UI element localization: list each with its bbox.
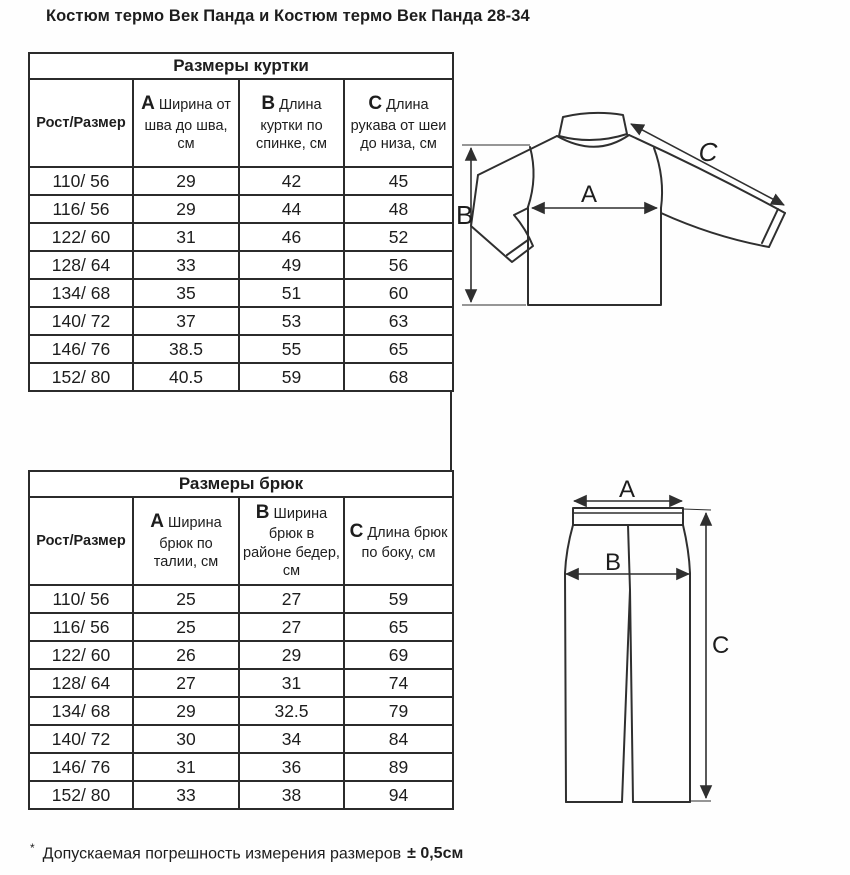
column-letter: B bbox=[261, 93, 276, 115]
jacket-diagram bbox=[456, 84, 848, 346]
value-cell-c: 63 bbox=[344, 307, 453, 335]
jacket-right-sleeve-bottom bbox=[661, 213, 769, 247]
table-connector-line bbox=[450, 391, 452, 472]
value-cell-a: 26 bbox=[133, 641, 239, 669]
column-label: Ширина брюк в районе бедер, см bbox=[243, 506, 340, 580]
value-cell-a: 40.5 bbox=[133, 363, 239, 391]
size-cell: 128/ 64 bbox=[29, 669, 133, 697]
jacket-column-header-a bbox=[133, 79, 239, 167]
pants-table-row bbox=[29, 585, 453, 613]
value-cell-b: 38 bbox=[239, 781, 344, 809]
value-cell-c: 52 bbox=[344, 223, 453, 251]
value-cell-a: 37 bbox=[133, 307, 239, 335]
jacket-dim-a-label: A bbox=[580, 181, 598, 208]
jacket-table-row bbox=[29, 251, 453, 279]
value-cell-b: 34 bbox=[239, 725, 344, 753]
pants-dim-a-label: A bbox=[618, 476, 636, 503]
value-cell-c: 65 bbox=[344, 613, 453, 641]
value-cell-c: 56 bbox=[344, 251, 453, 279]
footnote-marker: * bbox=[30, 841, 35, 855]
size-cell: 146/ 76 bbox=[29, 753, 133, 781]
size-cell: 110/ 56 bbox=[29, 167, 133, 195]
value-cell-a: 27 bbox=[133, 669, 239, 697]
value-cell-b: 44 bbox=[239, 195, 344, 223]
pants-column-header-c bbox=[344, 497, 453, 585]
jacket-title-row bbox=[29, 53, 453, 79]
value-cell-c: 60 bbox=[344, 279, 453, 307]
jacket-dim-b-label: B bbox=[456, 200, 474, 230]
pants-left-leg-outer bbox=[565, 525, 573, 802]
value-cell-a: 30 bbox=[133, 725, 239, 753]
jacket-left-shoulder bbox=[478, 136, 557, 175]
pants-table-row bbox=[29, 613, 453, 641]
column-letter: C bbox=[349, 520, 364, 542]
pants-dim-c-label: C bbox=[712, 632, 730, 659]
value-cell-a: 29 bbox=[133, 167, 239, 195]
pants-right-leg-outer bbox=[683, 525, 690, 802]
pants-diagram bbox=[533, 470, 850, 820]
value-cell-a: 38.5 bbox=[133, 335, 239, 363]
jacket-right-armhole bbox=[654, 148, 662, 208]
value-cell-c: 79 bbox=[344, 697, 453, 725]
size-cell: 122/ 60 bbox=[29, 641, 133, 669]
jacket-collar bbox=[559, 113, 627, 140]
jacket-column-header-c bbox=[344, 79, 453, 167]
pants-ext-top bbox=[683, 509, 711, 510]
jacket-torso bbox=[528, 207, 661, 305]
value-cell-b: 55 bbox=[239, 335, 344, 363]
size-cell: 152/ 80 bbox=[29, 363, 133, 391]
column-label: Ширина от шва до шва, см bbox=[144, 97, 231, 153]
value-cell-c: 74 bbox=[344, 669, 453, 697]
pants-table-row bbox=[29, 697, 453, 725]
size-cell: 116/ 56 bbox=[29, 195, 133, 223]
column-label: Длина куртки по спинке, см bbox=[255, 97, 328, 153]
value-cell-a: 35 bbox=[133, 279, 239, 307]
jacket-dim-c-label: C bbox=[698, 137, 718, 167]
pants-column-header-b bbox=[239, 497, 344, 585]
pants-table-title: Размеры брюк bbox=[29, 471, 453, 497]
footnote-text: Допускаемая погрешность измерения размеров bbox=[42, 845, 402, 863]
jacket-left-sleeve bbox=[471, 175, 533, 262]
column-letter: A bbox=[141, 93, 155, 115]
value-cell-a: 33 bbox=[133, 781, 239, 809]
value-cell-a: 31 bbox=[133, 753, 239, 781]
jacket-table-row bbox=[29, 363, 453, 391]
jacket-size-table bbox=[28, 52, 454, 392]
column-letter: A bbox=[150, 511, 165, 533]
size-cell: 122/ 60 bbox=[29, 223, 133, 251]
pants-header-row bbox=[29, 497, 453, 585]
column-letter: B bbox=[255, 502, 270, 524]
jacket-right-cuff bbox=[762, 209, 785, 247]
jacket-table-row bbox=[29, 335, 453, 363]
value-cell-b: 31 bbox=[239, 669, 344, 697]
value-cell-c: 84 bbox=[344, 725, 453, 753]
pants-table-row bbox=[29, 781, 453, 809]
size-cell: 128/ 64 bbox=[29, 251, 133, 279]
value-cell-b: 51 bbox=[239, 279, 344, 307]
value-cell-b: 59 bbox=[239, 363, 344, 391]
pants-row-header-cell: Рост/Размер bbox=[29, 497, 133, 585]
value-cell-c: 94 bbox=[344, 781, 453, 809]
size-cell: 140/ 72 bbox=[29, 725, 133, 753]
value-cell-b: 42 bbox=[239, 167, 344, 195]
value-cell-c: 89 bbox=[344, 753, 453, 781]
value-cell-c: 45 bbox=[344, 167, 453, 195]
size-cell: 110/ 56 bbox=[29, 585, 133, 613]
size-cell: 146/ 76 bbox=[29, 335, 133, 363]
column-label: Длина рукава от шеи до низа, см bbox=[350, 97, 447, 153]
jacket-header-row bbox=[29, 79, 453, 167]
pants-table-row bbox=[29, 641, 453, 669]
page-title: Костюм термо Век Панда и Костюм термо Век Панда 28-34 bbox=[46, 7, 530, 25]
value-cell-c: 68 bbox=[344, 363, 453, 391]
jacket-table-row bbox=[29, 167, 453, 195]
value-cell-b: 27 bbox=[239, 613, 344, 641]
footnote-value: ± 0,5см bbox=[407, 845, 464, 863]
column-letter: C bbox=[368, 93, 383, 115]
jacket-table-title: Размеры куртки bbox=[29, 53, 453, 79]
jacket-table-row bbox=[29, 223, 453, 251]
size-cell: 152/ 80 bbox=[29, 781, 133, 809]
value-cell-b: 32.5 bbox=[239, 697, 344, 725]
size-cell: 140/ 72 bbox=[29, 307, 133, 335]
pants-column-header-a bbox=[133, 497, 239, 585]
value-cell-b: 36 bbox=[239, 753, 344, 781]
value-cell-c: 59 bbox=[344, 585, 453, 613]
value-cell-a: 33 bbox=[133, 251, 239, 279]
jacket-table-row bbox=[29, 307, 453, 335]
value-cell-a: 29 bbox=[133, 697, 239, 725]
value-cell-a: 29 bbox=[133, 195, 239, 223]
pants-dim-b-label: B bbox=[604, 549, 622, 576]
value-cell-a: 25 bbox=[133, 613, 239, 641]
pants-fly-seam bbox=[628, 525, 630, 590]
pants-title-row bbox=[29, 471, 453, 497]
value-cell-b: 49 bbox=[239, 251, 344, 279]
pants-table-row bbox=[29, 725, 453, 753]
pants-table-row bbox=[29, 753, 453, 781]
value-cell-a: 25 bbox=[133, 585, 239, 613]
value-cell-c: 48 bbox=[344, 195, 453, 223]
size-cell: 116/ 56 bbox=[29, 613, 133, 641]
column-label: Длина брюк по боку, см bbox=[361, 524, 448, 561]
value-cell-b: 53 bbox=[239, 307, 344, 335]
pants-waistband bbox=[573, 508, 683, 525]
pants-size-table bbox=[28, 470, 454, 810]
footnote bbox=[30, 841, 463, 863]
value-cell-c: 65 bbox=[344, 335, 453, 363]
value-cell-b: 27 bbox=[239, 585, 344, 613]
jacket-table-row bbox=[29, 195, 453, 223]
jacket-row-header-cell: Рост/Размер bbox=[29, 79, 133, 167]
pants-inseams bbox=[622, 590, 633, 802]
jacket-left-armhole bbox=[528, 147, 534, 207]
value-cell-c: 69 bbox=[344, 641, 453, 669]
jacket-column-header-b bbox=[239, 79, 344, 167]
pants-table-row bbox=[29, 669, 453, 697]
column-label: Ширина брюк по талии, см bbox=[153, 515, 222, 571]
value-cell-a: 31 bbox=[133, 223, 239, 251]
jacket-table-row bbox=[29, 279, 453, 307]
value-cell-b: 46 bbox=[239, 223, 344, 251]
size-cell: 134/ 68 bbox=[29, 279, 133, 307]
size-cell: 134/ 68 bbox=[29, 697, 133, 725]
value-cell-b: 29 bbox=[239, 641, 344, 669]
